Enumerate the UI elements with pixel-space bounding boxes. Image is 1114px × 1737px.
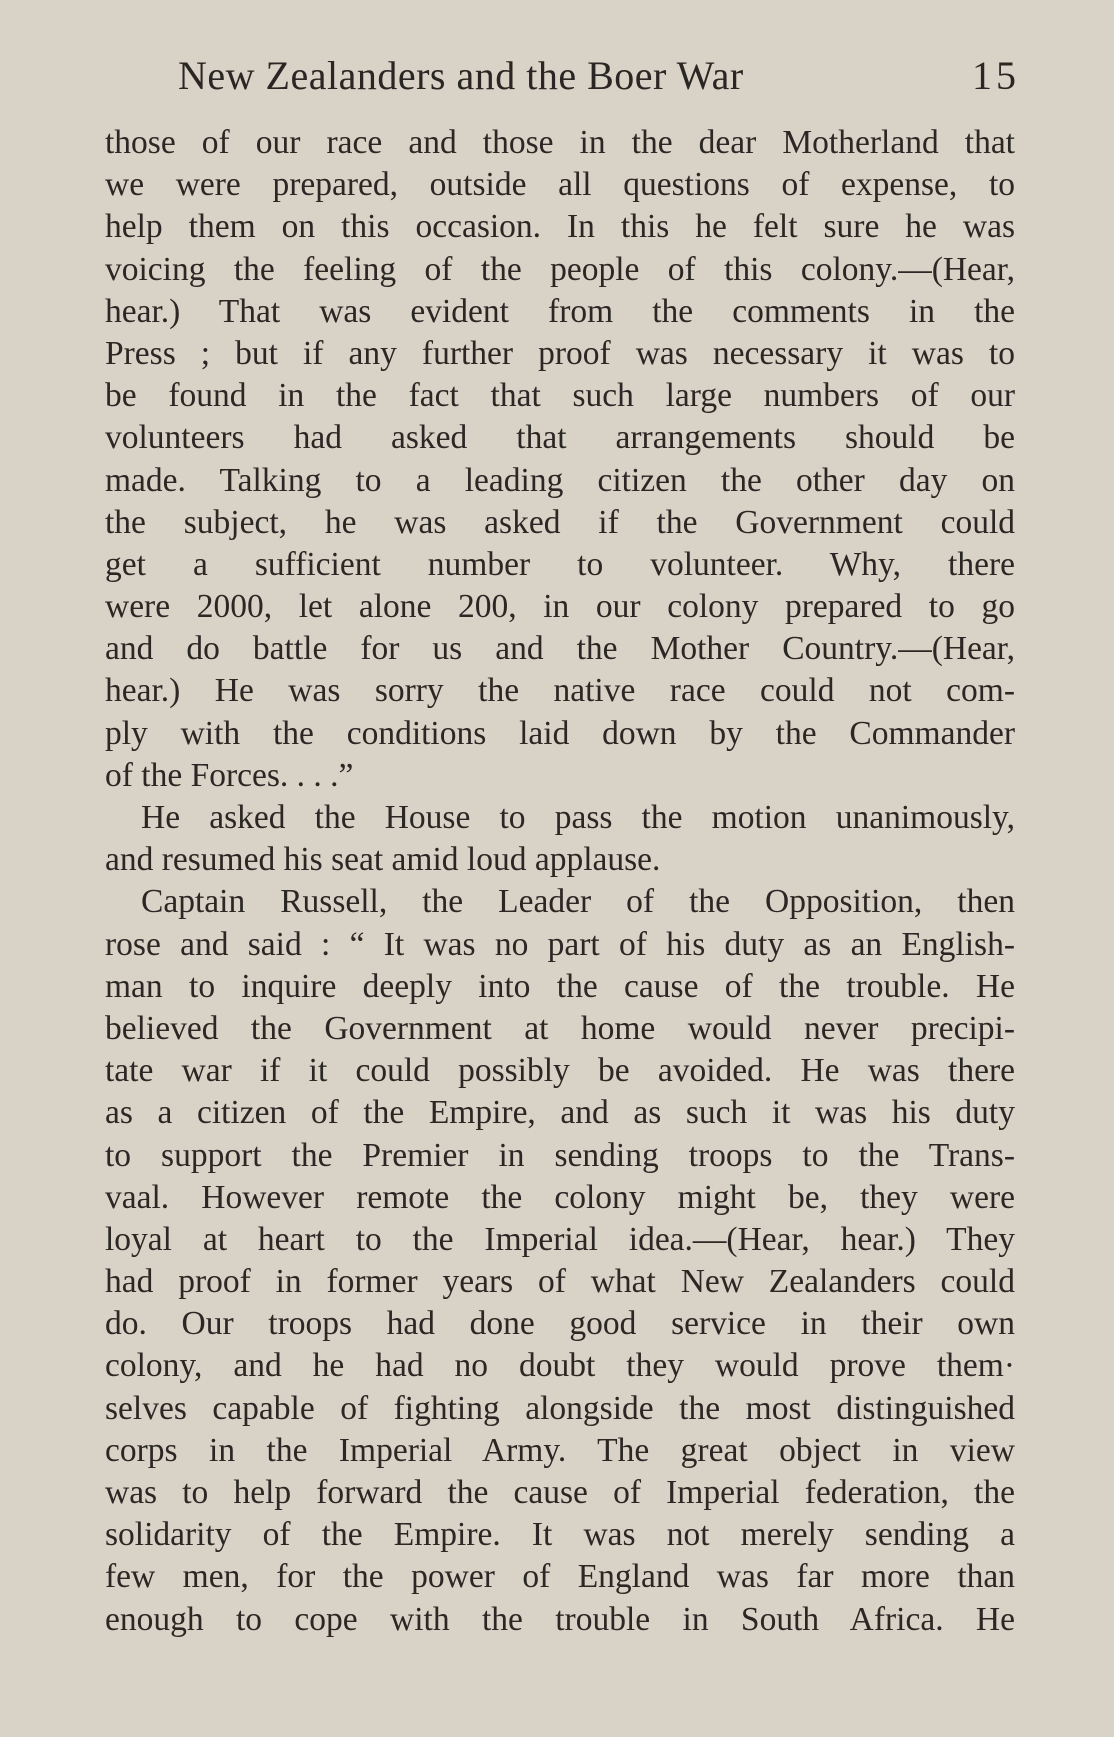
text-line: voicing the feeling of the people of this colony.—(Hear,: [105, 250, 1015, 288]
text-line: was to help forward the cause of Imperial federation, the: [105, 1474, 1015, 1511]
text-line: corps in the Imperial Army. The great object in view: [105, 1431, 1015, 1469]
text-line: He asked the House to pass the motion unanimously,: [141, 799, 1015, 836]
text-line: hear.) That was evident from the comments in the: [105, 292, 1015, 330]
text-line: man to inquire deeply into the cause of the trouble. He: [105, 967, 1015, 1005]
text-line: enough to cope with the trouble in South Africa. He: [105, 1600, 1015, 1638]
text-line: help them on this occasion. In this he felt sure he was: [105, 208, 1015, 246]
text-line: be found in the fact that such large numbers of our: [105, 377, 1015, 415]
text-line: and resumed his seat amid loud applause.: [105, 841, 661, 879]
text-line: to support the Premier in sending troops to the Trans-: [105, 1136, 1015, 1174]
text-line: selves capable of fighting alongside the most distinguished: [105, 1389, 1015, 1427]
text-line: those of our race and those in the dear Motherland that: [105, 124, 1015, 161]
text-line: were 2000, let alone 200, in our colony prepared to go: [105, 588, 1015, 626]
text-line: Captain Russell, the Leader of the Opposition, then: [141, 883, 1015, 921]
text-line: and do battle for us and the Mother Country.—(Hear,: [105, 630, 1015, 668]
text-line: we were prepared, outside all questions of expense, to: [105, 166, 1015, 204]
text-line: colony, and he had no doubt they would prove them·: [105, 1347, 1015, 1385]
text-line: had proof in former years of what New Zealanders could: [105, 1263, 1015, 1301]
text-line: get a sufficient number to volunteer. Why, there: [105, 545, 1015, 583]
text-line: do. Our troops had done good service in their own: [105, 1305, 1015, 1343]
text-line: hear.) He was sorry the native race could not com-: [105, 672, 1015, 710]
text-line: made. Talking to a leading citizen the other day on: [105, 461, 1015, 499]
text-line: believed the Government at home would never precipi-: [105, 1009, 1015, 1047]
text-line: the subject, he was asked if the Government could: [105, 503, 1015, 541]
text-line: solidarity of the Empire. It was not merely sending a: [105, 1516, 1015, 1554]
text-line: of the Forces. . . .”: [105, 756, 354, 794]
text-line: rose and said : “ It was no part of his duty as an English-: [105, 925, 1015, 963]
text-line: as a citizen of the Empire, and as such it was his duty: [105, 1094, 1015, 1132]
text-line: Press ; but if any further proof was necessary it was to: [105, 334, 1015, 372]
page-number: 15: [972, 53, 1020, 98]
text-line: tate war if it could possibly be avoided. He was there: [105, 1052, 1015, 1090]
text-line: few men, for the power of England was far more than: [105, 1558, 1015, 1596]
text-line: volunteers had asked that arrangements should be: [105, 419, 1015, 457]
text-line: ply with the conditions laid down by the Commander: [105, 714, 1015, 752]
running-title: New Zealanders and the Boer War: [178, 53, 744, 98]
text-line: loyal at heart to the Imperial idea.—(Hear, hear.) They: [105, 1220, 1015, 1258]
body-text: [105, 122, 1015, 1641]
text-line: vaal. However remote the colony might be, they were: [105, 1178, 1015, 1216]
running-head: [170, 52, 1020, 108]
